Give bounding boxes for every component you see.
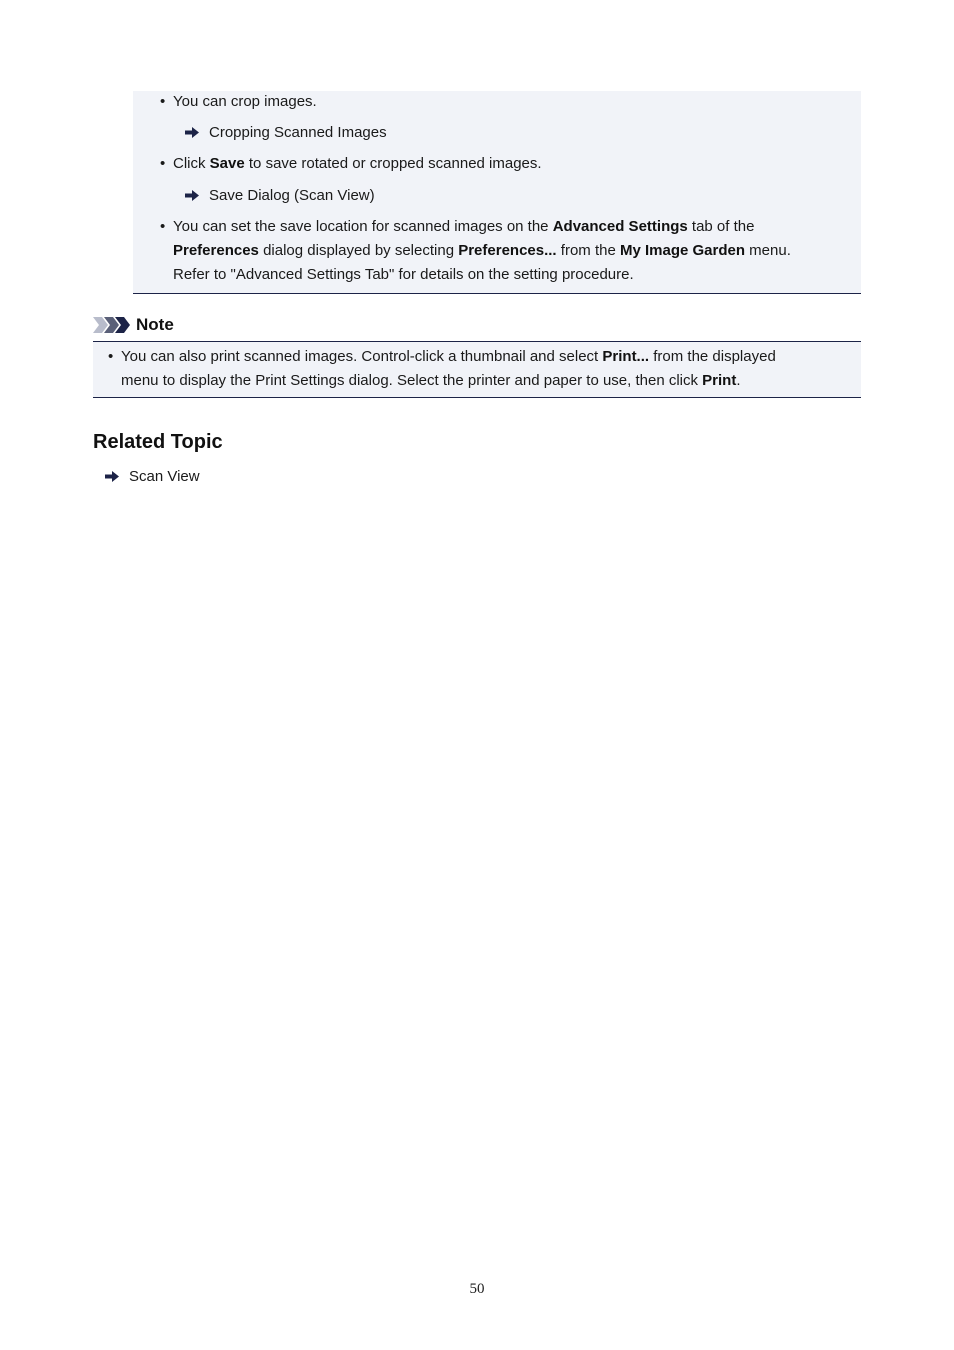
link-cropping-scanned-images[interactable] [185,123,387,143]
list-item-text: Click Save to save rotated or cropped scanned images. [173,155,542,172]
advanced-settings-term: Advanced Settings [552,218,688,235]
note-title: Note [136,315,174,334]
right-arrow-icon [105,471,119,482]
link-scan-view[interactable] [105,467,200,487]
my-image-garden-term: My Image Garden [619,242,746,259]
right-arrow-icon [185,190,199,201]
link-save-dialog[interactable] [185,186,375,206]
list-item-text: You can crop images. [173,93,317,110]
related-topic-heading: Related Topic [93,431,223,453]
note-text: You can also print scanned images. Control-click a thumbnail and select Print... from the displayed menu to display the Print Settings dialog. Select the printer and paper to use, then click Print. [121,348,776,389]
link-label[interactable]: Scan View [129,468,200,485]
preferences-menu-term: Preferences... [458,242,557,259]
bullet: • [160,218,166,235]
preferences-term: Preferences [173,242,259,259]
bullet: • [160,93,166,110]
save-term: Save [209,155,245,172]
note-box [93,341,861,398]
bullet: • [160,155,166,172]
link-label[interactable]: Save Dialog (Scan View) [209,187,375,204]
print-menu-term: Print... [602,348,650,365]
print-button-term: Print [702,372,737,389]
right-arrow-icon [185,127,199,138]
note-chevrons-icon [93,317,131,333]
list-item-text: You can set the save location for scanned images on the Advanced Settings tab of the Preferences dialog displayed by selecting Preferences... from the My Image Garden menu. Refer to "Advanced Settings Tab" for details on the setting procedure. [173,218,791,283]
page-number: 50 [469,1281,485,1297]
link-label[interactable]: Cropping Scanned Images [209,124,387,141]
bullet: • [108,348,114,365]
